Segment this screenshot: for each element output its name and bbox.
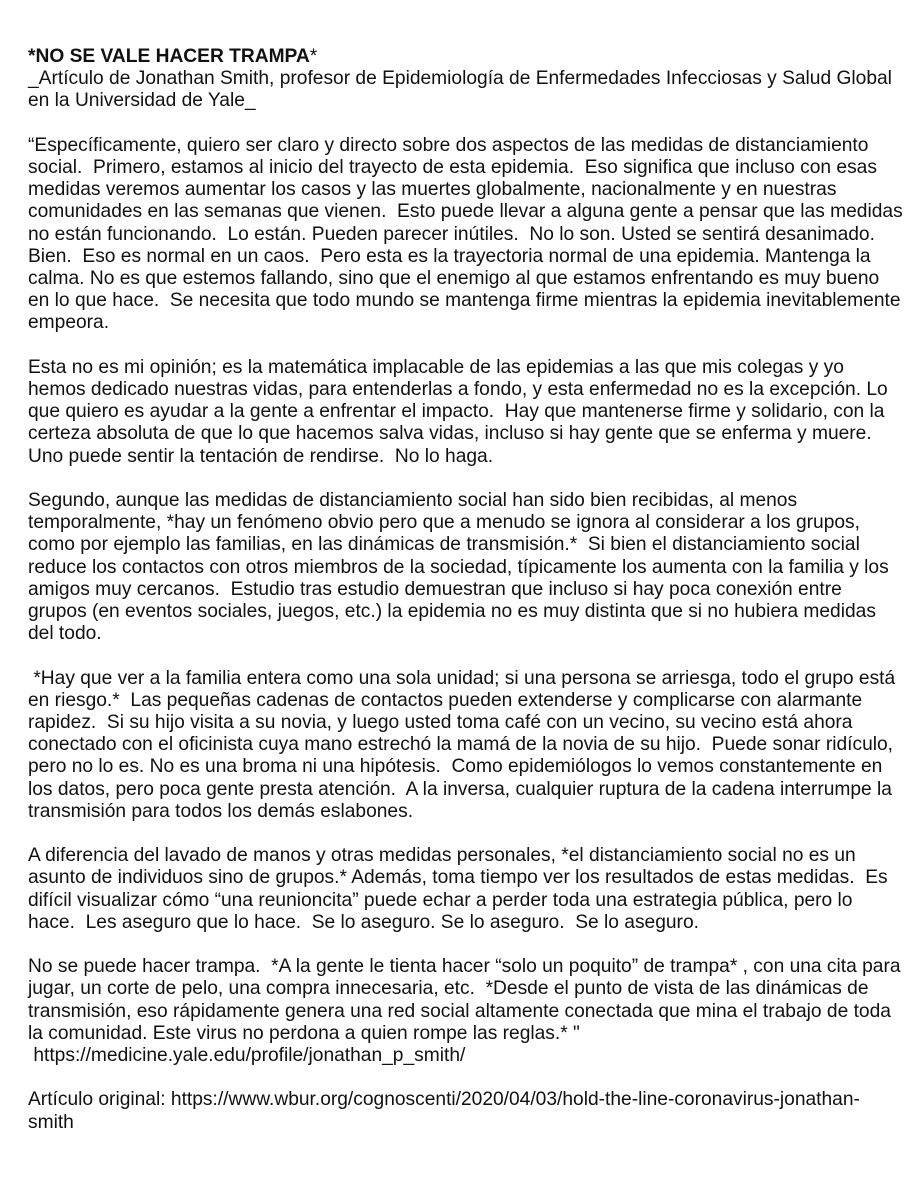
byline: _Artículo de Jonathan Smith, profesor de Epidemiología de Enfermedades Infecciosas y Salud Global en la Universidad de Yale_ (28, 68, 898, 112)
document-header (28, 46, 904, 113)
document-title (28, 46, 904, 68)
paragraph-3: Segundo, aunque las medidas de distanciamiento social han sido bien recibidas, al menos temporalmente, *hay un fenómeno obvio pero que a menudo se ignora al considerar a los grupos, como por ejemplo las familias, en las dinámicas de transmisión.* Si bien el distanciamiento social reduce los contactos con otros miembros de la sociedad, típicamente los aumenta con la familia y los amigos muy cercanos. Estudio tras estudio demuestran que incluso si hay poca conexión entre grupos (en eventos sociales, juegos, etc.) la epidemia no es muy distinta que si no hubiera medidas del todo. (28, 490, 895, 645)
paragraph-5: A diferencia del lavado de manos y otras medidas personales, *el distanciamiento social no es un asunto de individuos sino de grupos.* Además, toma tiempo ver los resultados de estas medidas. Es difícil visualizar cómo “una reunioncita” puede echar a perder toda una estrategia pública, pero lo hace. Les aseguro que lo hace. Se lo aseguro. Se lo aseguro. Se lo aseguro. (28, 845, 893, 933)
paragraph-2: Esta no es mi opinión; es la matemática implacable de las epidemias a las que mis colegas y yo hemos dedicado nuestras vidas, para entenderlas a fondo, y esta enfermedad no es la excepción. Lo que quiero es ayudar a la gente a enfrentar el impacto. Hay que mantenerse firme y solidario, con la certeza absoluta de que lo que hacemos salva vidas, incluso si hay gente que se enferma y muere. Uno puede sentir la tentación de rendirse. No lo haga. (28, 356, 894, 467)
paragraph-1: “Específicamente, quiero ser claro y directo sobre dos aspectos de las medidas de distanciamiento social. Primero, estamos al inicio del trayecto de esta epidemia. Eso significa que incluso con esas medidas veremos aumentar los casos y las muertes globalmente, nacionalmente y en nuestras comunidades en las semanas que vienen. Esto puede llevar a alguna gente a pensar que las medidas no están funcionando. Lo están. Pueden parecer inútiles. No lo son. Usted se sentirá desanimado. Bien. Eso es normal en un caos. Pero esta es la trayectoria normal de una epidemia. Mantenga la calma. No es que estemos fallando, sino que el enemigo al que estamos enfrentando es muy bueno en lo que hace. Se necesita que todo mundo se mantenga firme mientras la epidemia inevitablemente empeora. (28, 134, 909, 334)
title-bold-text: *NO SE VALE HACER TRAMPA (28, 46, 310, 67)
title-tail-text: * (309, 46, 318, 67)
paragraph-4: *Hay que ver a la familia entera como una sola unidad; si una persona se arriesga, todo el grupo está en riesgo.* Las pequeñas cadenas de contactos pueden extenderse y complicarse con alarmante rapidez. Si su hijo visita a su novia, y luego usted toma café con un vecino, su vecino está ahora conectado con el oficinista cuya mano estrechó la mamá de la novia de su hijo. Puede sonar ridículo, pero no lo es. No es una broma ni una hipótesis. Como epidemiólogos lo vemos constantemente en los datos, pero poca gente presta atención. A la inversa, cualquier ruptura de la cadena interrumpe la transmisión para todos los demás eslabones. (28, 667, 901, 822)
document-body (28, 46, 909, 1156)
paragraph-6: No se puede hacer trampa. *A la gente le tienta hacer “solo un poquito” de trampa* , con una cita para jugar, un corte de pelo, una compra innecesaria, etc. *Desde el punto de vista de las dinámicas de transmisión, eso rápidamente genera una red social altamente conectada que mina el trabajo de toda la comunidad. Este virus no perdona a quien rompe las reglas.* " https://medicine.yale.edu/profile/jonathan_p_smith/ (28, 956, 901, 1067)
original-article-reference: Artículo original: https://www.wbur.org/cognoscenti/2020/04/03/hold-the-line-coronavirus-jonathan-smith (28, 1089, 860, 1133)
